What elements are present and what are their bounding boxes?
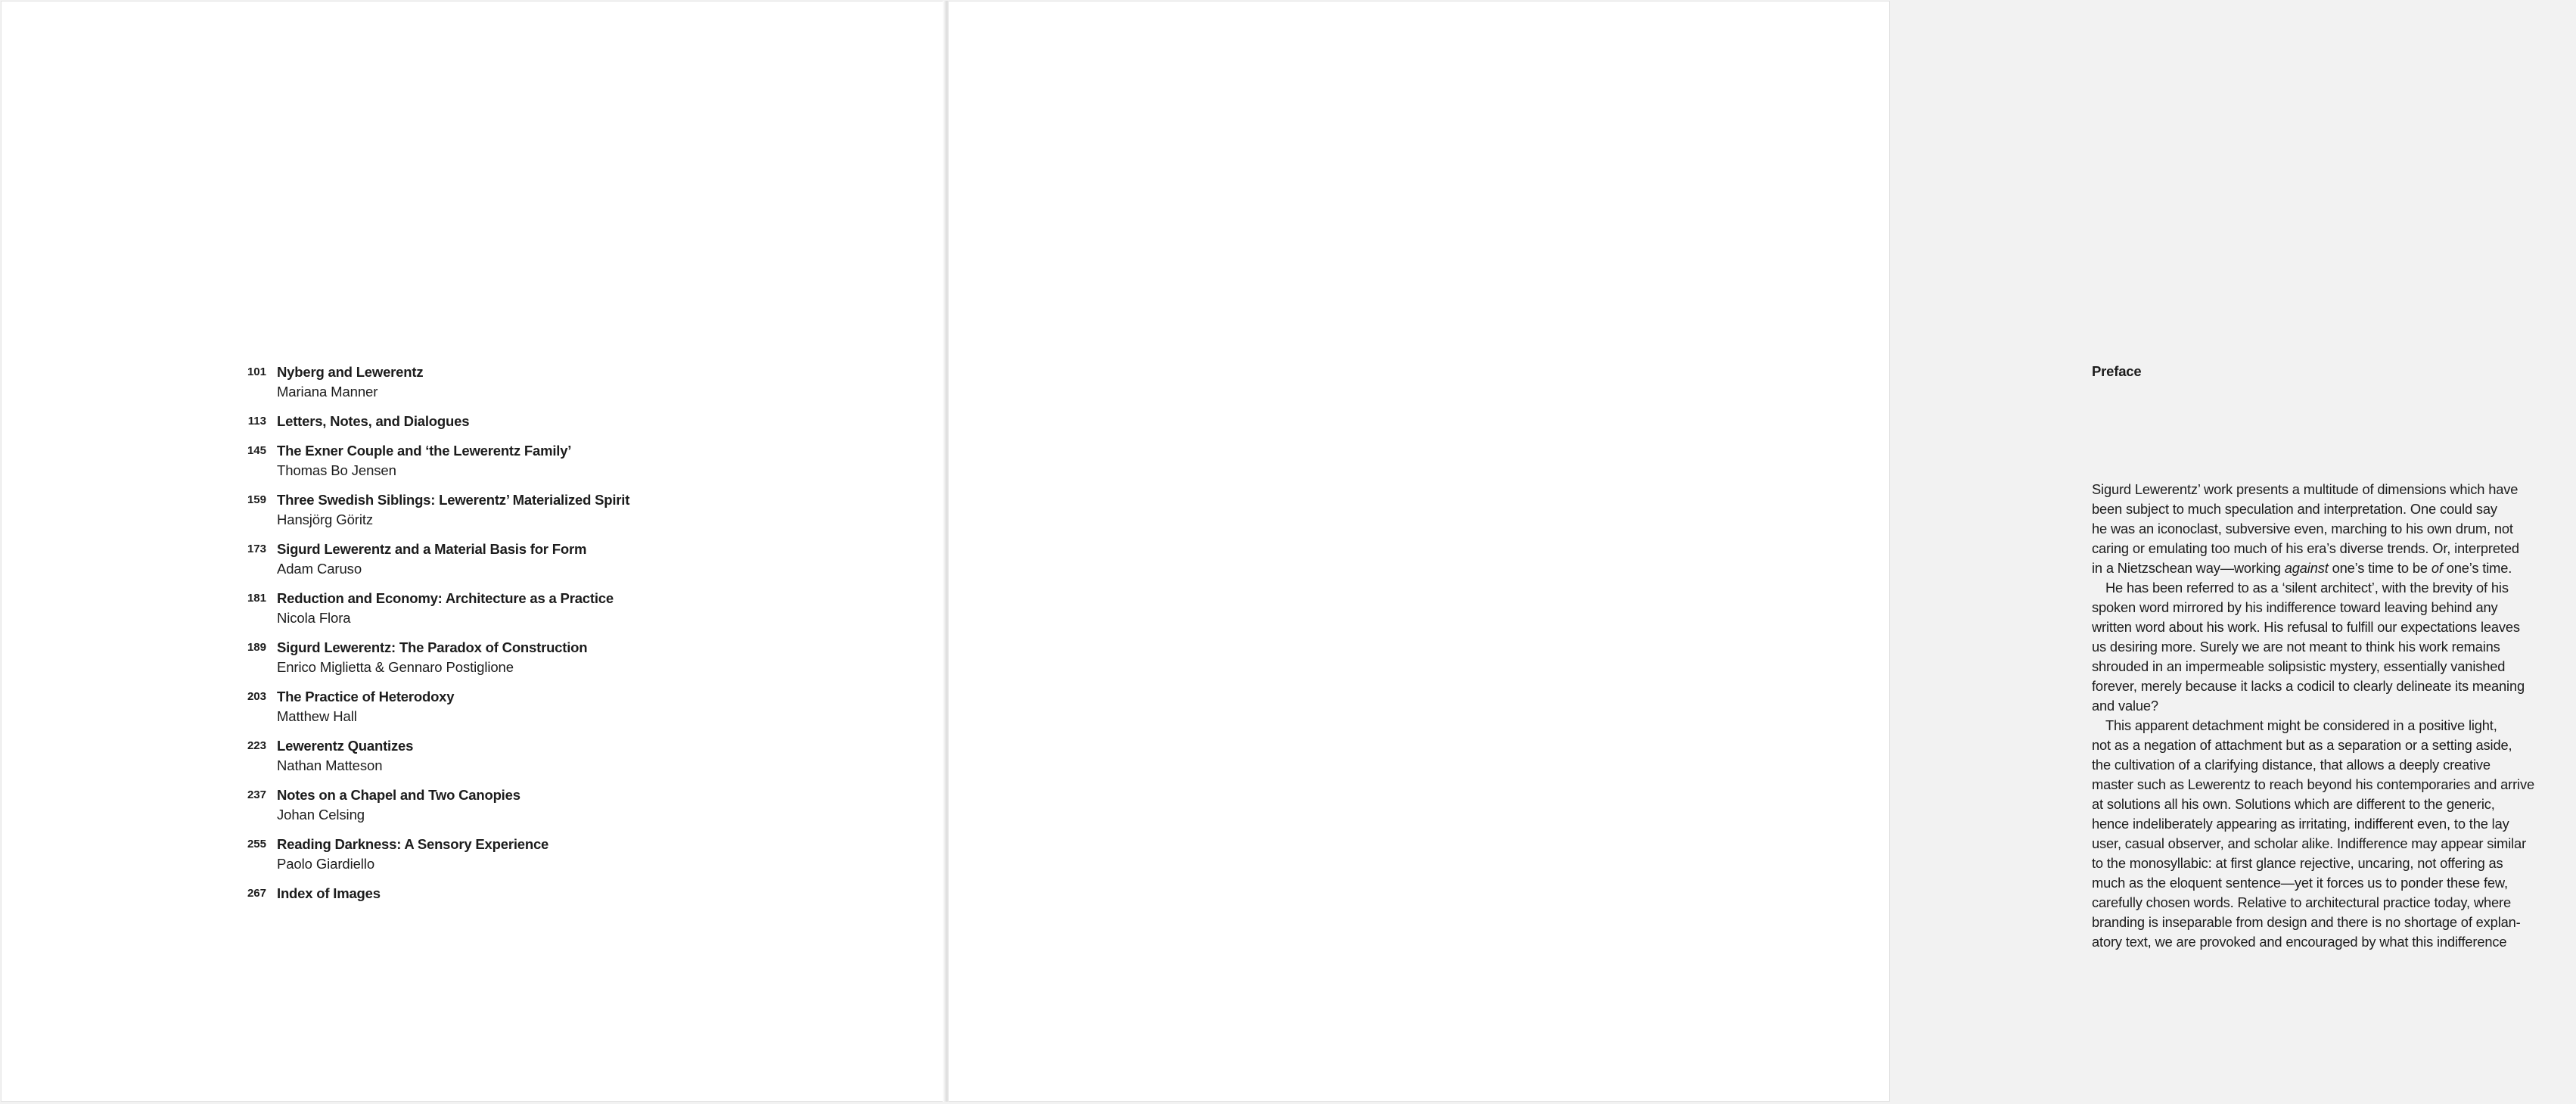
preface-line: atory text, we are provoked and encouraged by what this indifference [2092, 934, 2507, 950]
toc-page-number: 145 [247, 444, 266, 457]
preface-line: Sigurd Lewerentz’ work presents a multitude of dimensions which have [2092, 481, 2519, 497]
toc-page-number: 223 [247, 739, 266, 752]
preface-line: branding is inseparable from design and there is no shortage of explan- [2092, 914, 2521, 930]
toc-page-number: 255 [247, 838, 266, 851]
toc-text [277, 540, 586, 579]
toc-text [277, 362, 423, 402]
preface-line: he was an iconoclast, subversive even, marching to his own drum, not [2092, 521, 2513, 536]
toc-text [277, 835, 548, 874]
preface-line: and value? [2092, 698, 2158, 714]
toc-text [277, 589, 614, 628]
toc-text [277, 785, 520, 825]
toc-title: Sigurd Lewerentz: The Paradox of Construction [277, 639, 588, 655]
toc-page-number: 189 [247, 641, 266, 654]
toc-author: Enrico Miglietta & Gennaro Postiglione [277, 659, 514, 675]
toc-page-number: 101 [247, 365, 266, 378]
toc-text [277, 687, 454, 726]
toc-author: Thomas Bo Jensen [277, 462, 396, 478]
toc-title: Notes on a Chapel and Two Canopies [277, 787, 520, 803]
toc-entry [242, 412, 772, 431]
toc-title: Reduction and Economy: Architecture as a Practice [277, 590, 614, 606]
preface-line: us desiring more. Surely we are not meant to think his work remains [2092, 639, 2500, 655]
preface-line-part: against [2284, 560, 2329, 576]
preface-line-part: of [2431, 560, 2443, 576]
toc-author: Matthew Hall [277, 708, 357, 724]
preface-line: to the monosyllabic: at first glance rejective, uncaring, not offering as [2092, 855, 2503, 871]
toc-author: Mariana Manner [277, 384, 378, 400]
preface-line: at solutions all his own. Solutions which are different to the generic, [2092, 796, 2495, 812]
toc-author: Nicola Flora [277, 610, 351, 626]
toc-entry [242, 441, 772, 480]
toc-text [277, 736, 413, 776]
toc-title: The Exner Couple and ‘the Lewerentz Family’ [277, 443, 572, 459]
toc-page-number: 181 [247, 592, 266, 605]
preface-line-part: one’s time to be [2328, 560, 2432, 576]
preface-line-part: one’s time. [2442, 560, 2512, 576]
toc-entry [242, 638, 772, 677]
toc-title: Reading Darkness: A Sensory Experience [277, 836, 549, 852]
toc-title: Letters, Notes, and Dialogues [277, 413, 470, 429]
toc-entry [242, 589, 772, 628]
toc-page-number: 113 [247, 415, 266, 428]
toc-title: Three Swedish Siblings: Lewerentz’ Materialized Spirit [277, 492, 630, 508]
preface-line: spoken word mirrored by his indifference toward leaving behind any [2092, 599, 2498, 615]
preface-line [2092, 558, 2576, 578]
preface-line: user, casual observer, and scholar alike. Indifference may appear similar [2092, 835, 2527, 851]
right-page [949, 1, 2534, 1102]
left-page [1, 1, 944, 1102]
toc-text [277, 490, 629, 530]
preface-line: not as a negation of attachment but as a separation or a setting aside, [2092, 737, 2512, 753]
toc-page-number: 159 [247, 493, 266, 506]
preface-line: forever, merely because it lacks a codicil to clearly delineate its meaning [2092, 678, 2525, 694]
preface-line: shrouded in an impermeable solipsistic mystery, essentially vanished [2092, 658, 2506, 674]
preface-line: hence indeliberately appearing as irritating, indifferent even, to the lay [2092, 816, 2509, 832]
table-of-contents [242, 362, 772, 913]
preface-line: written word about his work. His refusal to fulfill our expectations leaves [2092, 619, 2520, 635]
preface-line: This apparent detachment might be considered in a positive light, [2105, 717, 2497, 733]
toc-entry [242, 835, 772, 874]
toc-entry [242, 884, 772, 903]
toc-text [277, 441, 571, 480]
toc-author: Nathan Matteson [277, 757, 383, 773]
preface-line: the cultivation of a clarifying distance, that allows a deeply creative [2092, 757, 2491, 773]
toc-entry [242, 540, 772, 579]
toc-entry [242, 362, 772, 402]
preface-line: carefully chosen words. Relative to architectural practice today, where [2092, 894, 2511, 910]
toc-author: Johan Celsing [277, 807, 365, 823]
toc-entry [242, 490, 772, 530]
preface-line: been subject to much speculation and interpretation. One could say [2092, 501, 2497, 517]
toc-text [277, 638, 587, 677]
toc-entry [242, 687, 772, 726]
preface-line: caring or emulating too much of his era’s diverse trends. Or, interpreted [2092, 540, 2519, 556]
toc-text [277, 884, 381, 903]
toc-title: Lewerentz Quantizes [277, 738, 414, 754]
toc-author: Paolo Giardiello [277, 856, 375, 872]
toc-title: Sigurd Lewerentz and a Material Basis for Form [277, 541, 587, 557]
toc-title: Index of Images [277, 885, 381, 901]
toc-author: Hansjörg Göritz [277, 512, 374, 527]
toc-page-number: 203 [247, 690, 266, 703]
toc-entry [242, 785, 772, 825]
toc-page-number: 173 [247, 543, 266, 555]
toc-author: Adam Caruso [277, 561, 362, 577]
toc-title: Nyberg and Lewerentz [277, 364, 424, 380]
preface-line: much as the eloquent sentence—yet it forces us to ponder these few, [2092, 875, 2508, 891]
preface-line-part: in a Nietzschean way—working [2092, 560, 2285, 576]
toc-page-number: 267 [247, 887, 266, 900]
preface-line: master such as Lewerentz to reach beyond his contemporaries and arrive [2092, 776, 2534, 792]
toc-entry [242, 736, 772, 776]
toc-title: The Practice of Heterodoxy [277, 689, 455, 704]
preface-line: He has been referred to as a ‘silent architect’, with the brevity of his [2105, 580, 2509, 596]
toc-text [277, 412, 469, 431]
preface-body [2092, 480, 2576, 952]
toc-page-number: 237 [247, 788, 266, 801]
preface-heading: Preface [2092, 363, 2142, 379]
